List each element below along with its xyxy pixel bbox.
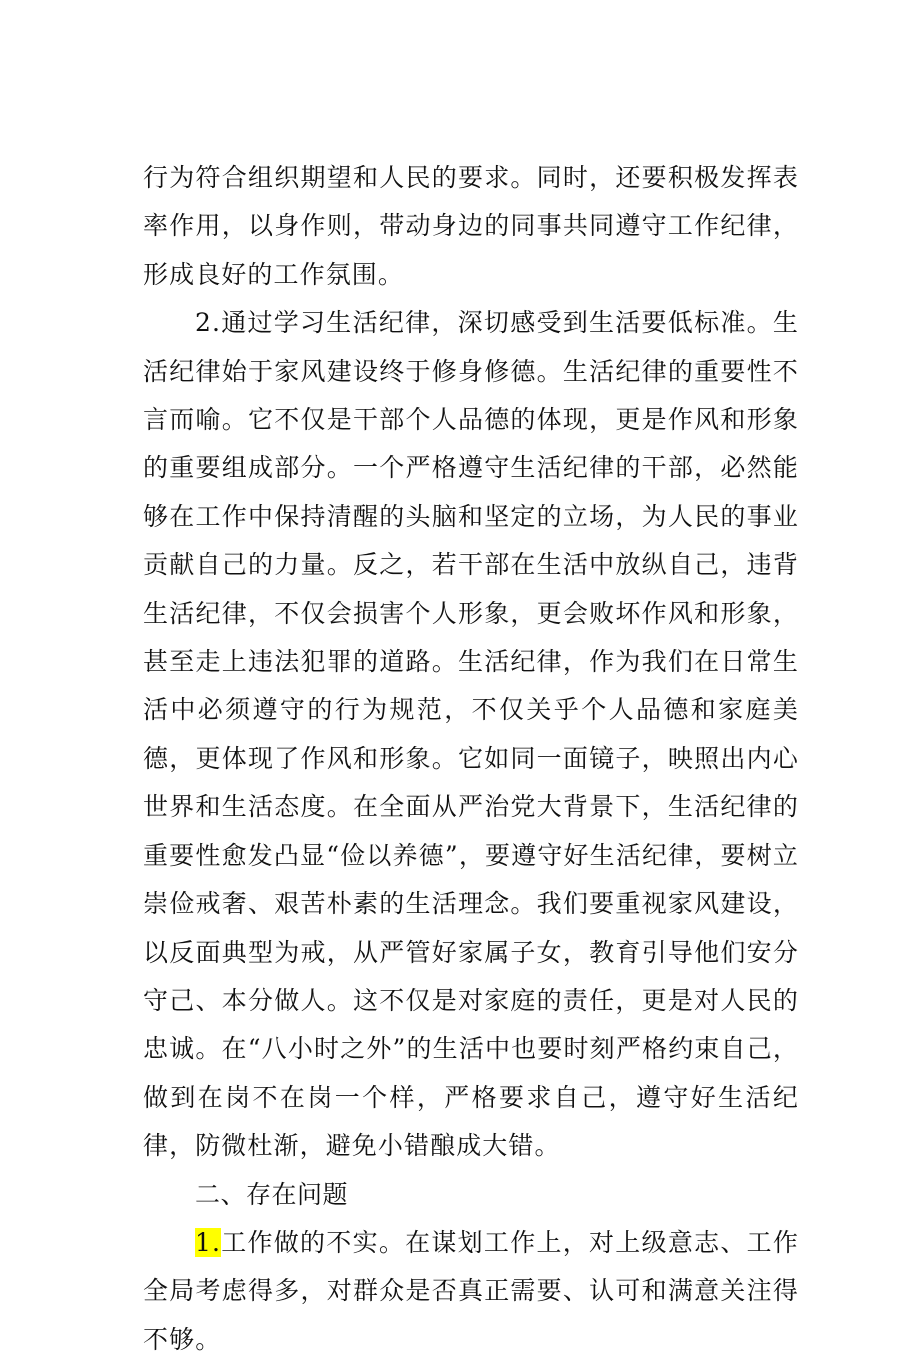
issue-paragraph-1: [143, 1219, 799, 1364]
document-body: [143, 154, 799, 1364]
paragraph-life-discipline: 2.通过学习生活纪律，深切感受到生活要低标准。生活纪律始于家风建设终于修身修德。生活纪律的重要性不言而喻。它不仅是干部个人品德的体现，更是作风和形象的重要组成部分。一个严格遵守生活纪律的干部，必然能够在工作中保持清醒的头脑和坚定的立场，为人民的事业贡献自己的力量。反之，若干部在生活中放纵自己，违背生活纪律，不仅会损害个人形象，更会败坏作风和形象，甚至走上违法犯罪的道路。生活纪律，作为我们在日常生活中必须遵守的行为规范，不仅关乎个人品德和家庭美德，更体现了作风和形象。它如同一面镜子，映照出内心世界和生活态度。在全面从严治党大背景下，生活纪律的重要性愈发凸显“俭以养德”，要遵守好生活纪律，要树立崇俭戒奢、艰苦朴素的生活理念。我们要重视家风建设，以反面典型为戒，从严管好家属子女，教育引导他们安分守己、本分做人。这不仅是对家庭的责任，更是对人民的忠诚。在“八小时之外”的生活中也要时刻严格约束自己，做到在岗不在岗一个样，严格要求自己，遵守好生活纪律，防微杜渐，避免小错酿成大错。: [143, 308, 799, 1161]
highlighted-item-number: 1.: [195, 1227, 222, 1257]
paragraph-continued: 行为符合组织期望和人民的要求。同时，还要积极发挥表率作用，以身作则，带动身边的同事共同遵守工作纪律，形成良好的工作氛围。: [143, 163, 799, 289]
issue-text-1: 工作做的不实。在谋划工作上，对上级意志、工作全局考虑得多，对群众是否真正需要、认可和满意关注得不够。: [143, 1227, 799, 1354]
section-heading: 二、存在问题: [195, 1179, 349, 1209]
